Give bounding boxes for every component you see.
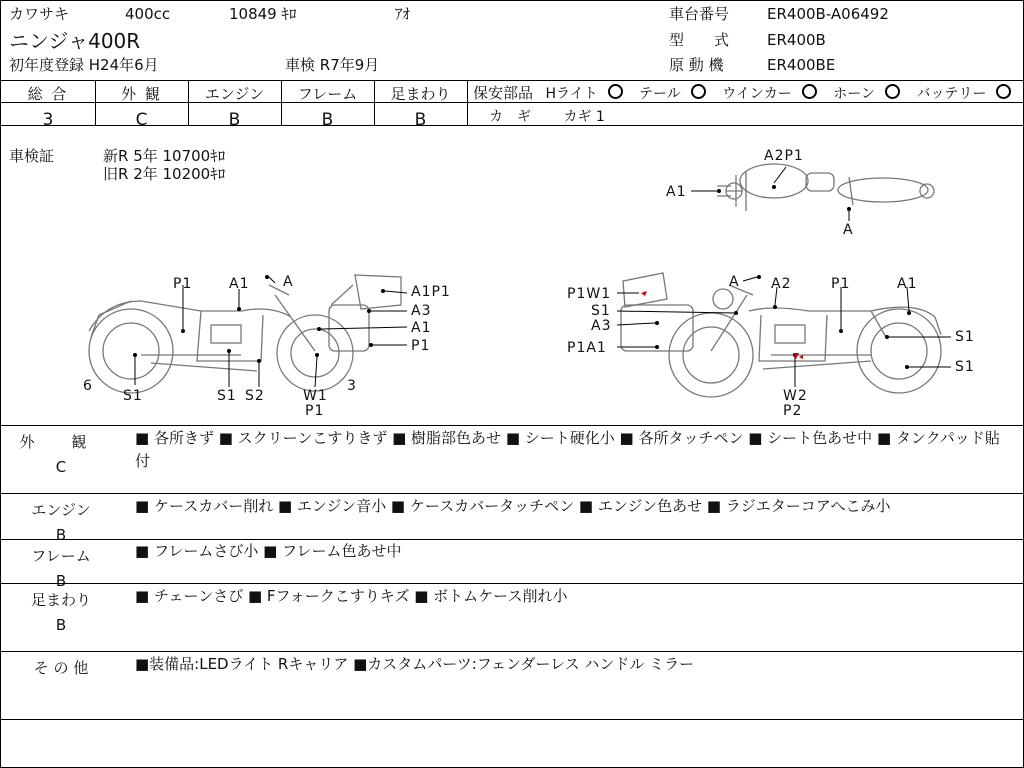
safety-item-winker xyxy=(722,86,823,102)
section-other-label xyxy=(1,657,121,684)
mark-label: S1 xyxy=(955,329,975,345)
mark-label: 6 xyxy=(83,378,93,394)
section-grade: B xyxy=(55,572,67,590)
key-row xyxy=(489,106,605,126)
circle-mark-icon xyxy=(996,84,1011,99)
section-exterior-text: ■ 各所きず ■ スクリーンこすりきず ■ 樹脂部色あせ ■ シート硬化小 ■ 各所タッチペン ■ シート色あせ中 ■ タンクパッド貼付 xyxy=(135,429,1000,470)
grade-label: 外 観 xyxy=(121,85,162,103)
mark-label: A1 xyxy=(411,320,432,336)
grade-label: 総 合 xyxy=(27,85,69,103)
mark-label: A3 xyxy=(411,303,432,319)
mark-label: A xyxy=(729,274,740,290)
grade-engine xyxy=(188,81,282,130)
divider xyxy=(1,719,1023,720)
grade-exterior xyxy=(95,81,189,130)
divider xyxy=(1,425,1023,426)
displacement: 400cc xyxy=(125,5,171,23)
section-suspension-label xyxy=(1,589,121,640)
maker: カワサキ xyxy=(9,5,70,23)
safety-item-tail xyxy=(639,86,712,102)
mark-label: A xyxy=(843,222,854,238)
safety-item-headlight xyxy=(545,86,628,102)
mark-label: A1P1 xyxy=(411,284,451,300)
grade-label: フレーム xyxy=(297,85,358,103)
divider xyxy=(467,102,1023,103)
key-label: カ ギ xyxy=(489,109,531,125)
section-name: フレーム xyxy=(31,547,91,565)
mark-label: A1 xyxy=(897,276,918,292)
divider xyxy=(1,102,467,103)
section-name: エンジン xyxy=(31,501,91,519)
section-grade: C xyxy=(55,458,67,476)
mark-label: S1 xyxy=(123,388,143,404)
mileage: 10849 ｷﾛ xyxy=(229,5,297,23)
frame-no: ER400B-A06492 xyxy=(767,5,889,23)
grade-value: B xyxy=(228,110,241,130)
safety-item-label: Hライト xyxy=(545,86,598,102)
safety-item-label: ウインカー xyxy=(722,86,792,102)
safety-item-label: バッテリー xyxy=(916,86,987,102)
safety-item-label: ホーン xyxy=(833,86,875,102)
mark-label: W1 xyxy=(303,388,328,404)
section-frame-text: ■ フレームさび小 ■ フレーム色あせ中 xyxy=(135,542,402,560)
grade-label: 足まわり xyxy=(390,85,451,103)
mark-label: S1 xyxy=(217,388,237,404)
circle-mark-icon xyxy=(802,84,817,99)
mark-label: P1A1 xyxy=(567,340,607,356)
engine-label: 原 動 機 xyxy=(669,56,724,74)
motorcycle-diagram xyxy=(1,125,1023,425)
section-grade: B xyxy=(55,616,67,634)
key-value: カギ 1 xyxy=(563,109,605,125)
mark-label: A2P1 xyxy=(764,148,804,164)
section-grade: B xyxy=(55,526,67,544)
section-name: 足まわり xyxy=(30,591,91,609)
mark-label: P1 xyxy=(173,276,193,292)
top-view-outline xyxy=(717,164,934,211)
section-name: そ の 他 xyxy=(33,659,89,677)
engine-value: ER400BE xyxy=(767,56,836,74)
section-exterior-label xyxy=(1,431,121,482)
divider xyxy=(1,493,1023,494)
mark-label: W2 xyxy=(783,388,808,404)
mark-label: P2 xyxy=(783,403,803,419)
mark-label: S1 xyxy=(955,359,975,375)
grade-value: C xyxy=(135,110,148,130)
type-value: ER400B xyxy=(767,31,826,49)
mark-label: S1 xyxy=(591,303,611,319)
inspection-cert-label: 車検証 xyxy=(9,147,55,165)
section-engine-label xyxy=(1,499,121,550)
safety-parts-row xyxy=(473,82,1021,103)
grade-overall xyxy=(1,81,96,130)
grade-label: エンジン xyxy=(204,85,265,103)
mark-label: A xyxy=(283,274,294,290)
body-color: ｱｵ xyxy=(395,5,411,23)
first-registration: 初年度登録 H24年6月 xyxy=(9,56,159,74)
section-other-text: ■装備品:LEDライト Rキャリア ■カスタムパーツ:フェンダーレス ハンドル ミラー xyxy=(135,655,695,673)
grade-value: B xyxy=(321,110,334,130)
safety-item-battery xyxy=(916,86,1017,102)
safety-item-horn xyxy=(833,86,906,102)
mark-label: P1 xyxy=(305,403,325,419)
circle-mark-icon xyxy=(691,84,706,99)
grade-value: B xyxy=(414,110,427,130)
mark-label: P1 xyxy=(411,338,431,354)
mark-label: A3 xyxy=(591,318,612,334)
type-label: 型 式 xyxy=(669,31,730,49)
left-side-outline xyxy=(89,275,401,393)
grade-value: 3 xyxy=(42,110,54,130)
section-name: 外 観 xyxy=(19,433,103,451)
inspection-cert-new: 新R 5年 10700ｷﾛ xyxy=(103,147,226,165)
model-name: ニンジャ400R xyxy=(9,29,141,53)
mark-label: P1W1 xyxy=(567,286,612,302)
inspection-cert-old: 旧R 2年 10200ｷﾛ xyxy=(103,165,226,183)
mark-label: 3 xyxy=(347,378,357,394)
section-engine-text: ■ ケースカバー削れ ■ エンジン音小 ■ ケースカバータッチペン ■ エンジン色あせ ■ ラジエターコアへこみ小 xyxy=(135,497,891,515)
grade-suspension xyxy=(374,81,468,130)
grade-frame xyxy=(281,81,375,130)
circle-mark-icon xyxy=(885,84,900,99)
safety-item-label: テール xyxy=(639,86,681,102)
frame-no-label: 車台番号 xyxy=(669,5,730,23)
mark-label: A1 xyxy=(229,276,250,292)
mark-label: A1 xyxy=(666,184,687,200)
safety-title: 保安部品 xyxy=(473,84,534,102)
divider xyxy=(1,583,1023,584)
mark-label: S2 xyxy=(245,388,265,404)
mark-label: A2 xyxy=(771,276,792,292)
circle-mark-icon xyxy=(608,84,623,99)
mark-label: P1 xyxy=(831,276,851,292)
inspection-date: 車検 R7年9月 xyxy=(285,56,380,74)
divider xyxy=(1,651,1023,652)
section-suspension-text: ■ チェーンさび ■ Fフォークこすりキズ ■ ボトムケース削れ小 xyxy=(135,587,568,605)
